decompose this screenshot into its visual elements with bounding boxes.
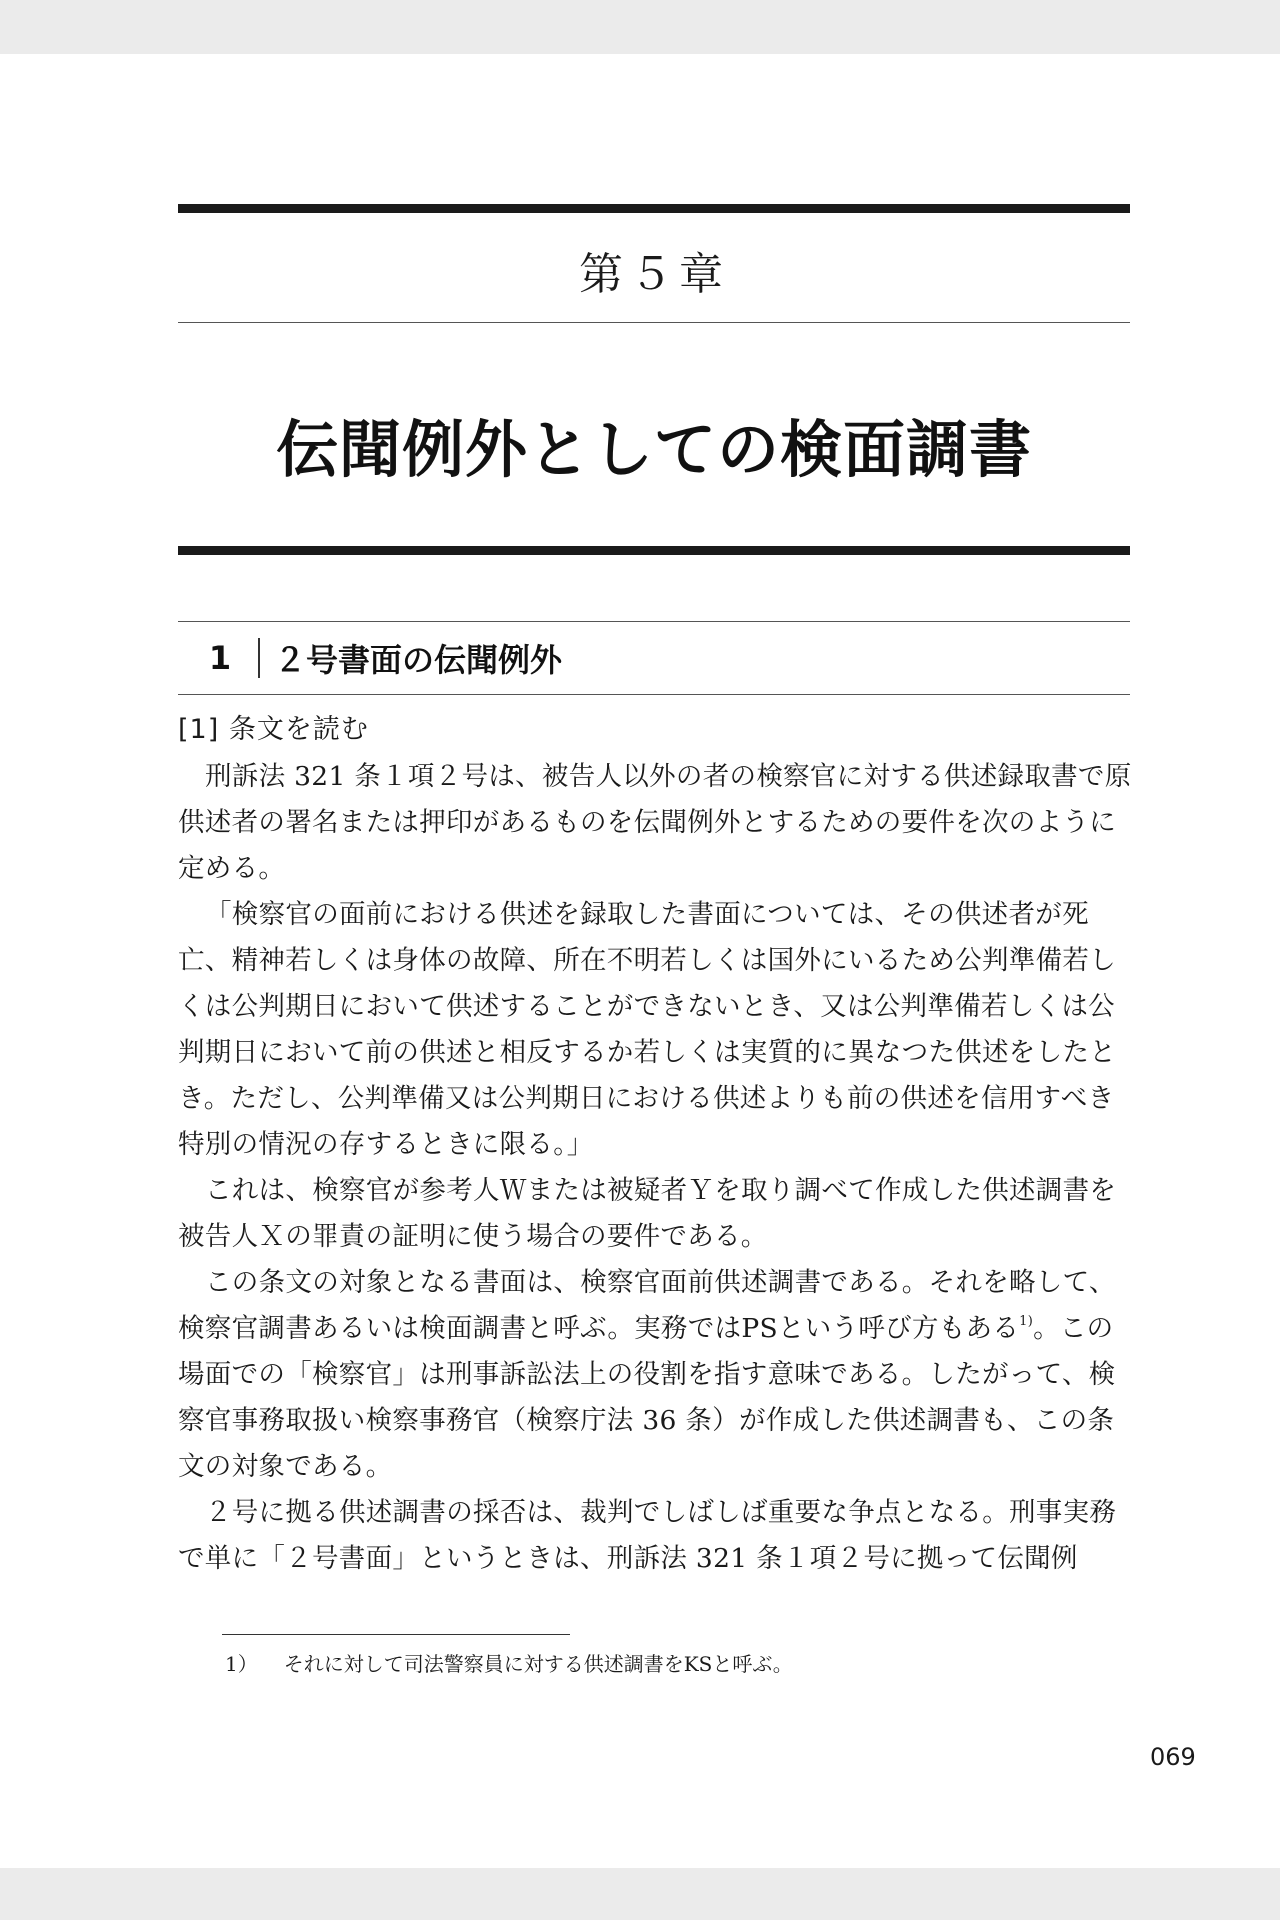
paragraph-1: 刑訴法 321 条１項２号は、被告人以外の者の検察官に対する供述録取書で原供述者の署名または押印があるものを伝聞例外とするための要件を次のように定める。 <box>178 761 1132 884</box>
statute-quote: 「検察官の面前における供述を録取した書面については、その供述者が死亡、精神若しくは身体の故障、所在不明若しくは国外にいるため公判準備若しくは公判期日において供述することができないとき、又は公判準備若しくは公判期日において前の供述と相反するか若しくは実質的に異なつた供述をしたとき。ただし、公判準備又は公判期日における供述よりも前の供述を信用すべき特別の情況の存するときに限る。」 <box>178 899 1116 1160</box>
chapter-label: 第５章 <box>579 249 729 300</box>
chapter-title: 伝聞例外としての検面調書 <box>275 413 1032 486</box>
section-bottom-rule <box>178 694 1130 695</box>
section-heading <box>178 622 1130 694</box>
footnote-text: それに対して司法警察員に対する供述調書をKSと呼ぶ。 <box>283 1652 793 1676</box>
paragraph-2: これは、検察官が参考人Ｗまたは被疑者Ｙを取り調べて作成した供述調書を被告人Ｘの罪責の証明に使う場合の要件である。 <box>178 1175 1117 1252</box>
subheading: [1] 条文を読む <box>178 714 369 745</box>
chapter-top-rule <box>178 204 1130 213</box>
page-number: 069 <box>1150 1743 1196 1771</box>
chapter-divider <box>178 322 1130 323</box>
footnote-rule <box>222 1634 570 1635</box>
chapter-bottom-rule <box>178 546 1130 555</box>
paragraph-3 <box>178 1260 1138 1490</box>
section-number: 1 <box>208 639 232 677</box>
footnote-ref[interactable]: 1) <box>1019 1314 1034 1329</box>
section-divider-bar <box>258 638 260 678</box>
footnote <box>225 1648 793 1677</box>
body-text <box>178 754 1138 1582</box>
footnote-number: 1） <box>225 1652 258 1676</box>
paragraph-3-part-b: 。この場面での「検察官」は刑事訴訟法上の役割を指す意味である。したがって、検察官事務取扱い検察事務官（検察庁法 36 条）が作成した供述調書も、この条文の対象である。 <box>178 1313 1116 1482</box>
paragraph-4: ２号に拠る供述調書の採否は、裁判でしばしば重要な争点となる。刑事実務で単に「２号書面」というときは、刑訴法 321 条１項２号に拠って伝聞例 <box>178 1497 1117 1574</box>
paragraph-3-part-a: この条文の対象となる書面は、検察官面前供述調書である。それを略して、検察官調書あるいは検面調書と呼ぶ。実務ではPSという呼び方もある <box>178 1267 1116 1344</box>
section-title: ２号書面の伝聞例外 <box>274 641 563 679</box>
